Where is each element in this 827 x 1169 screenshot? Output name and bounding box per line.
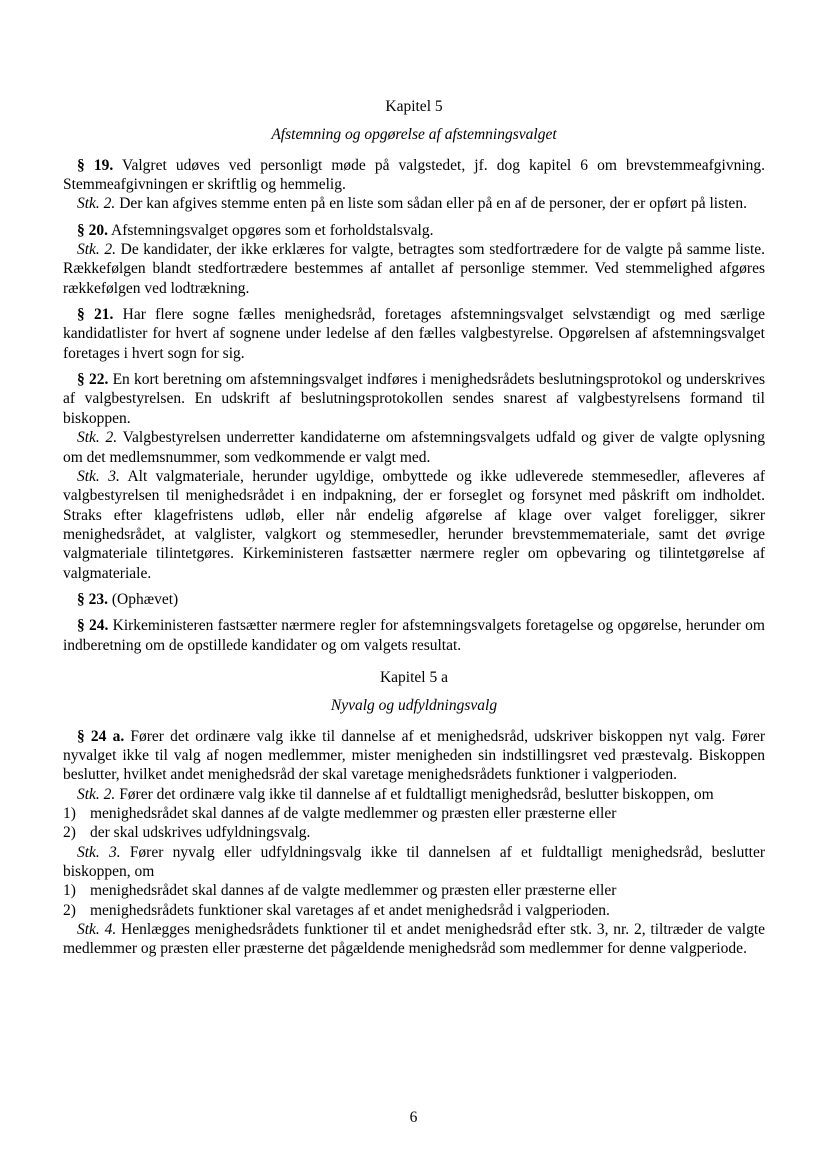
section-22-stk-2	[63, 428, 765, 467]
section-24a-stk-3-item-1	[63, 881, 765, 900]
list-marker: 2)	[63, 901, 76, 919]
block-lead: § 24.	[77, 617, 109, 635]
chapter-5a-subtitle	[63, 696, 765, 715]
block-lead: § 19.	[77, 156, 114, 174]
block-text: (Ophævet)	[111, 590, 179, 608]
section-24a-stk-3-item-2	[63, 901, 765, 920]
list-marker: 1)	[63, 805, 76, 822]
block-lead: Stk. 2.	[77, 195, 116, 213]
block-text: Valgret udøves ved personligt møde på valgstedet, jf. dog kapitel 6 om brevstemmeafgivning. Stemmeafgivningen er skriftlig og hemmelig.	[63, 156, 765, 194]
block-lead: § 23.	[77, 590, 108, 608]
chapter-5a-heading	[63, 668, 765, 687]
section-21	[63, 305, 765, 363]
section-24a-stk-2-item-2	[63, 823, 765, 842]
block-lead: § 20.	[77, 221, 108, 239]
block-lead: § 21.	[77, 306, 114, 324]
block-text: Alt valgmateriale, herunder ugyldige, ombyttede og ikke udleverede stemmesedler, afleveres af valgbestyrelsen til menighedsrådet i en indpakning, der er forseglet og forsynet med påskrift om indholdet. Straks efter klagefristens udløb, eller når endelig afgørelse af klage over valget foreligger, sikrer menighedsrådet, at valglister, valgkort og stemmesedler, herunder brevstemmemateriale, samt det øvrige valgmateriale tilintetgøres. Kirkeministeren fastsætter nærmere regler om opbevaring og tilintetgørelse af valgmateriale.	[63, 467, 765, 582]
block-text: Kirkeministeren fastsætter nærmere regler for afstemningsvalgets foretagelse og opgørelse, herunder om indberetning om de opstillede kandidater og om valgets resultat.	[63, 617, 765, 654]
block-text: De kandidater, der ikke erklæres for valgte, betragtes som stedfortrædere for de valgte på samme liste. Rækkefølgen blandt stedfortrædere bestemmes af antallet af personlige stemmer. Ved stemmelighed afgøres rækkefølgen ved lodtrækning.	[63, 241, 766, 297]
block-lead: Stk. 4.	[77, 921, 117, 939]
section-19	[63, 156, 765, 195]
section-20	[63, 221, 765, 240]
block-text: Henlægges menighedsrådets funktioner til et andet menighedsråd efter stk. 3, nr. 2, tiltræder de valgte medlemmer og præsten eller præsterne det pågældende menighedsråd som medlemmer for denne valgperiode.	[63, 921, 766, 958]
block-text: Der kan afgives stemme enten på en liste som sådan eller på en af de personer, der er opført på listen.	[119, 195, 747, 213]
block-lead: § 24 a.	[77, 727, 125, 745]
block-text: Nyvalg og udfyldningsvalg	[330, 697, 498, 715]
section-24a	[63, 727, 765, 785]
section-22-stk-3	[63, 467, 765, 583]
list-marker: 1)	[63, 882, 76, 900]
block-text: Valgbestyrelsen underretter kandidaterne om afstemningsvalgets udfald og giver de valgte oplysning om det medlemsnummer, som vedkommende er valgt med.	[63, 429, 765, 466]
section-23	[63, 590, 765, 609]
block-text: Har flere sogne fælles menighedsråd, foretages afstemningsvalget selvstændigt og med særlige kandidatlister for hvert af sognene under ledelse af den fælles valgbestyrelse. Opgørelsen af afstemningsvalget foretages i hvert sogn for sig.	[63, 306, 765, 362]
section-24a-stk-2-item-1	[63, 804, 765, 823]
section-22	[63, 370, 765, 428]
section-20-stk-2	[63, 240, 765, 298]
block-lead: Stk. 3.	[77, 467, 120, 485]
section-24	[63, 616, 765, 655]
block-text: Fører det ordinære valg ikke til dannelse af et menighedsråd, udskriver biskoppen nyt valg. Fører nyvalget ikke til valg af nogen medlemmer, mister menigheden sin indstillingsret ved præstevalg. Biskoppen beslutter, hvilket andet menighedsråd der skal varetage menighedsrådets funktioner i valgperioden.	[63, 727, 766, 784]
document-blocks	[63, 97, 765, 959]
block-text: menighedsrådets funktioner skal varetages af et andet menighedsråd i valgperioden.	[90, 901, 610, 919]
chapter-5-heading	[63, 97, 765, 116]
page-number: 6	[409, 1109, 418, 1126]
block-text: der skal udskrives udfyldningsvalg.	[90, 824, 311, 842]
block-text: En kort beretning om afstemningsvalget indføres i menighedsrådets beslutningsprotokol og underskrives af valgbestyrelsen. En udskrift af beslutningsprotokollen sendes snarest af valgbestyrelsens formand til biskoppen.	[63, 371, 766, 427]
block-lead: Stk. 3.	[77, 843, 121, 861]
block-text: Afstemningsvalget opgøres som et forholdstalsvalg.	[111, 221, 434, 239]
section-24a-stk-4	[63, 920, 765, 959]
block-lead: Stk. 2.	[77, 785, 116, 803]
block-lead: Stk. 2.	[77, 429, 118, 447]
section-19-stk-2	[63, 194, 765, 213]
chapter-5-subtitle	[63, 125, 765, 144]
section-24a-stk-3	[63, 843, 765, 882]
block-text: Kapitel 5 a	[379, 668, 448, 686]
block-text: menighedsrådet skal dannes af de valgte medlemmer og præsten eller præsterne eller	[90, 882, 617, 900]
block-text: Fører nyvalg eller udfyldningsvalg ikke til dannelsen af et fuldtalligt menighedsråd, beslutter biskoppen, om	[63, 843, 766, 881]
block-text: Kapitel 5	[385, 98, 443, 115]
list-marker: 2)	[63, 824, 76, 842]
block-text: menighedsrådet skal dannes af de valgte medlemmer og præsten eller præsterne eller	[90, 805, 617, 822]
section-24a-stk-2	[63, 785, 765, 804]
block-text: Fører det ordinære valg ikke til dannelse af et fuldtalligt menighedsråd, beslutter biskoppen, om	[119, 785, 714, 803]
block-lead: § 22.	[77, 371, 109, 389]
block-text: Afstemning og opgørelse af afstemningsvalget	[271, 126, 557, 144]
block-lead: Stk. 2.	[77, 241, 117, 259]
